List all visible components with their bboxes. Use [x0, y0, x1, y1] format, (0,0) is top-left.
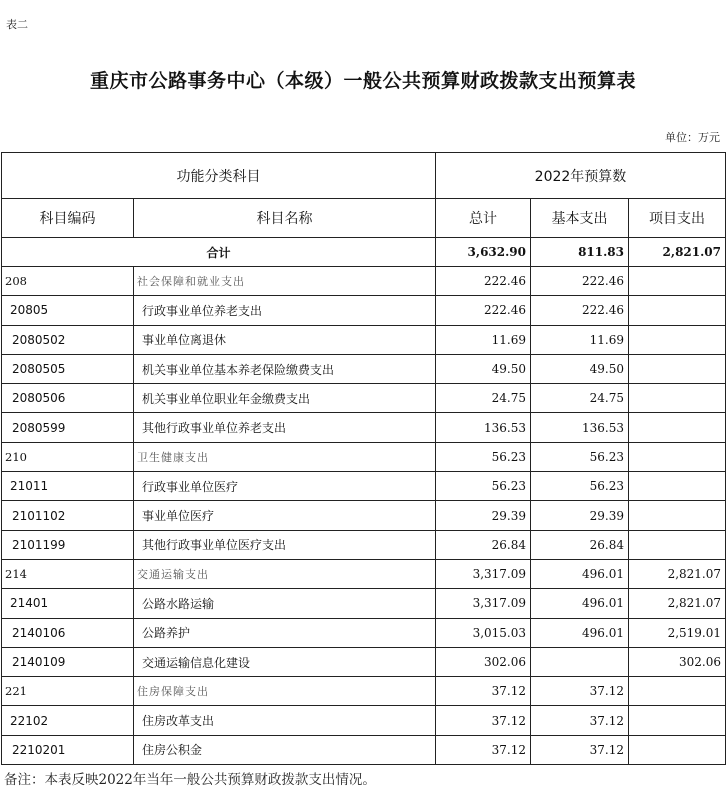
- row-total: 49.50: [436, 354, 531, 383]
- row-code: 2210201: [2, 735, 134, 764]
- row-total: 302.06: [436, 647, 531, 676]
- table-row: [2, 413, 726, 442]
- row-total: 222.46: [436, 267, 531, 296]
- row-project: [629, 706, 726, 735]
- total-row: [2, 238, 726, 267]
- row-basic: 26.84: [531, 530, 629, 559]
- row-code: 2080502: [2, 325, 134, 354]
- row-total: 222.46: [436, 296, 531, 325]
- table-number-tag: 表二: [6, 18, 28, 31]
- row-code: 2101102: [2, 501, 134, 530]
- header-budget-year: 2022年预算数: [436, 153, 726, 199]
- header-name: 科目名称: [134, 199, 436, 238]
- row-project: [629, 413, 726, 442]
- total-total: 3,632.90: [436, 238, 531, 267]
- table-row: [2, 296, 726, 325]
- row-project: [629, 472, 726, 501]
- row-name: 行政事业单位养老支出: [134, 296, 436, 325]
- row-project: [629, 296, 726, 325]
- table-row: [2, 559, 726, 588]
- table-row: [2, 530, 726, 559]
- row-basic: 136.53: [531, 413, 629, 442]
- row-name: 事业单位离退休: [134, 325, 436, 354]
- row-code: 2080505: [2, 354, 134, 383]
- row-total: 37.12: [436, 677, 531, 706]
- row-name: 其他行政事业单位医疗支出: [134, 530, 436, 559]
- table-row: [2, 647, 726, 676]
- row-code: 21401: [2, 589, 134, 618]
- row-name: 交通运输信息化建设: [134, 647, 436, 676]
- row-basic: 11.69: [531, 325, 629, 354]
- table-row: [2, 384, 726, 413]
- row-project: [629, 325, 726, 354]
- total-label: 合计: [2, 238, 436, 267]
- row-basic: 496.01: [531, 589, 629, 618]
- row-name: 住房公积金: [134, 735, 436, 764]
- row-code: 2101199: [2, 530, 134, 559]
- row-code: 214: [2, 559, 134, 588]
- table-row: [2, 267, 726, 296]
- header-row-2: [2, 199, 726, 238]
- row-project: [629, 267, 726, 296]
- table-row: [2, 706, 726, 735]
- row-basic: 29.39: [531, 501, 629, 530]
- row-code: 208: [2, 267, 134, 296]
- row-code: 210: [2, 442, 134, 471]
- row-total: 56.23: [436, 442, 531, 471]
- header-basic: 基本支出: [531, 199, 629, 238]
- row-basic: 49.50: [531, 354, 629, 383]
- row-project: [629, 442, 726, 471]
- row-name: 公路养护: [134, 618, 436, 647]
- row-name: 机关事业单位基本养老保险缴费支出: [134, 354, 436, 383]
- header-func-category: 功能分类科目: [2, 153, 436, 199]
- row-name: 卫生健康支出: [134, 442, 436, 471]
- row-total: 3,317.09: [436, 589, 531, 618]
- row-project: [629, 530, 726, 559]
- row-project: [629, 735, 726, 764]
- row-project: [629, 501, 726, 530]
- unit-label: 单位：万元: [665, 131, 720, 144]
- row-total: 26.84: [436, 530, 531, 559]
- row-basic: 222.46: [531, 267, 629, 296]
- row-basic: 37.12: [531, 706, 629, 735]
- page-title: 重庆市公路事务中心（本级）一般公共预算财政拨款支出预算表: [89, 70, 636, 92]
- row-name: 机关事业单位职业年金缴费支出: [134, 384, 436, 413]
- row-total: 29.39: [436, 501, 531, 530]
- row-code: 2140106: [2, 618, 134, 647]
- total-basic: 811.83: [531, 238, 629, 267]
- table-row: [2, 735, 726, 764]
- header-total: 总计: [436, 199, 531, 238]
- row-project: [629, 677, 726, 706]
- table-row: [2, 618, 726, 647]
- table-row: [2, 472, 726, 501]
- table-row: [2, 501, 726, 530]
- row-total: 11.69: [436, 325, 531, 354]
- row-name: 住房保障支出: [134, 677, 436, 706]
- row-code: 22102: [2, 706, 134, 735]
- header-row-1: [2, 153, 726, 199]
- row-code: 21011: [2, 472, 134, 501]
- row-project: 302.06: [629, 647, 726, 676]
- row-name: 行政事业单位医疗: [134, 472, 436, 501]
- row-name: 社会保障和就业支出: [134, 267, 436, 296]
- row-code: 2080599: [2, 413, 134, 442]
- row-project: 2,519.01: [629, 618, 726, 647]
- row-name: 住房改革支出: [134, 706, 436, 735]
- header-project: 项目支出: [629, 199, 726, 238]
- table-row: [2, 677, 726, 706]
- row-basic: 496.01: [531, 618, 629, 647]
- row-code: 2140109: [2, 647, 134, 676]
- row-project: [629, 354, 726, 383]
- row-basic: 496.01: [531, 559, 629, 588]
- row-total: 24.75: [436, 384, 531, 413]
- row-basic: 222.46: [531, 296, 629, 325]
- row-total: 37.12: [436, 706, 531, 735]
- row-basic: 24.75: [531, 384, 629, 413]
- budget-table: [1, 152, 726, 765]
- row-basic: 37.12: [531, 735, 629, 764]
- total-project: 2,821.07: [629, 238, 726, 267]
- row-project: 2,821.07: [629, 559, 726, 588]
- row-total: 3,317.09: [436, 559, 531, 588]
- table-row: [2, 442, 726, 471]
- row-total: 3,015.03: [436, 618, 531, 647]
- row-project: 2,821.07: [629, 589, 726, 618]
- row-name: 公路水路运输: [134, 589, 436, 618]
- row-code: 2080506: [2, 384, 134, 413]
- table-body: [2, 267, 726, 765]
- row-project: [629, 384, 726, 413]
- row-total: 56.23: [436, 472, 531, 501]
- row-code: 221: [2, 677, 134, 706]
- row-basic: 37.12: [531, 677, 629, 706]
- row-basic: 56.23: [531, 472, 629, 501]
- row-name: 事业单位医疗: [134, 501, 436, 530]
- table-row: [2, 589, 726, 618]
- row-name: 交通运输支出: [134, 559, 436, 588]
- row-code: 20805: [2, 296, 134, 325]
- table-row: [2, 354, 726, 383]
- row-basic: 56.23: [531, 442, 629, 471]
- row-total: 37.12: [436, 735, 531, 764]
- table-row: [2, 325, 726, 354]
- row-basic: [531, 647, 629, 676]
- footnote: 备注：本表反映2022年当年一般公共预算财政拨款支出情况。: [4, 772, 376, 788]
- row-total: 136.53: [436, 413, 531, 442]
- header-code: 科目编码: [2, 199, 134, 238]
- row-name: 其他行政事业单位养老支出: [134, 413, 436, 442]
